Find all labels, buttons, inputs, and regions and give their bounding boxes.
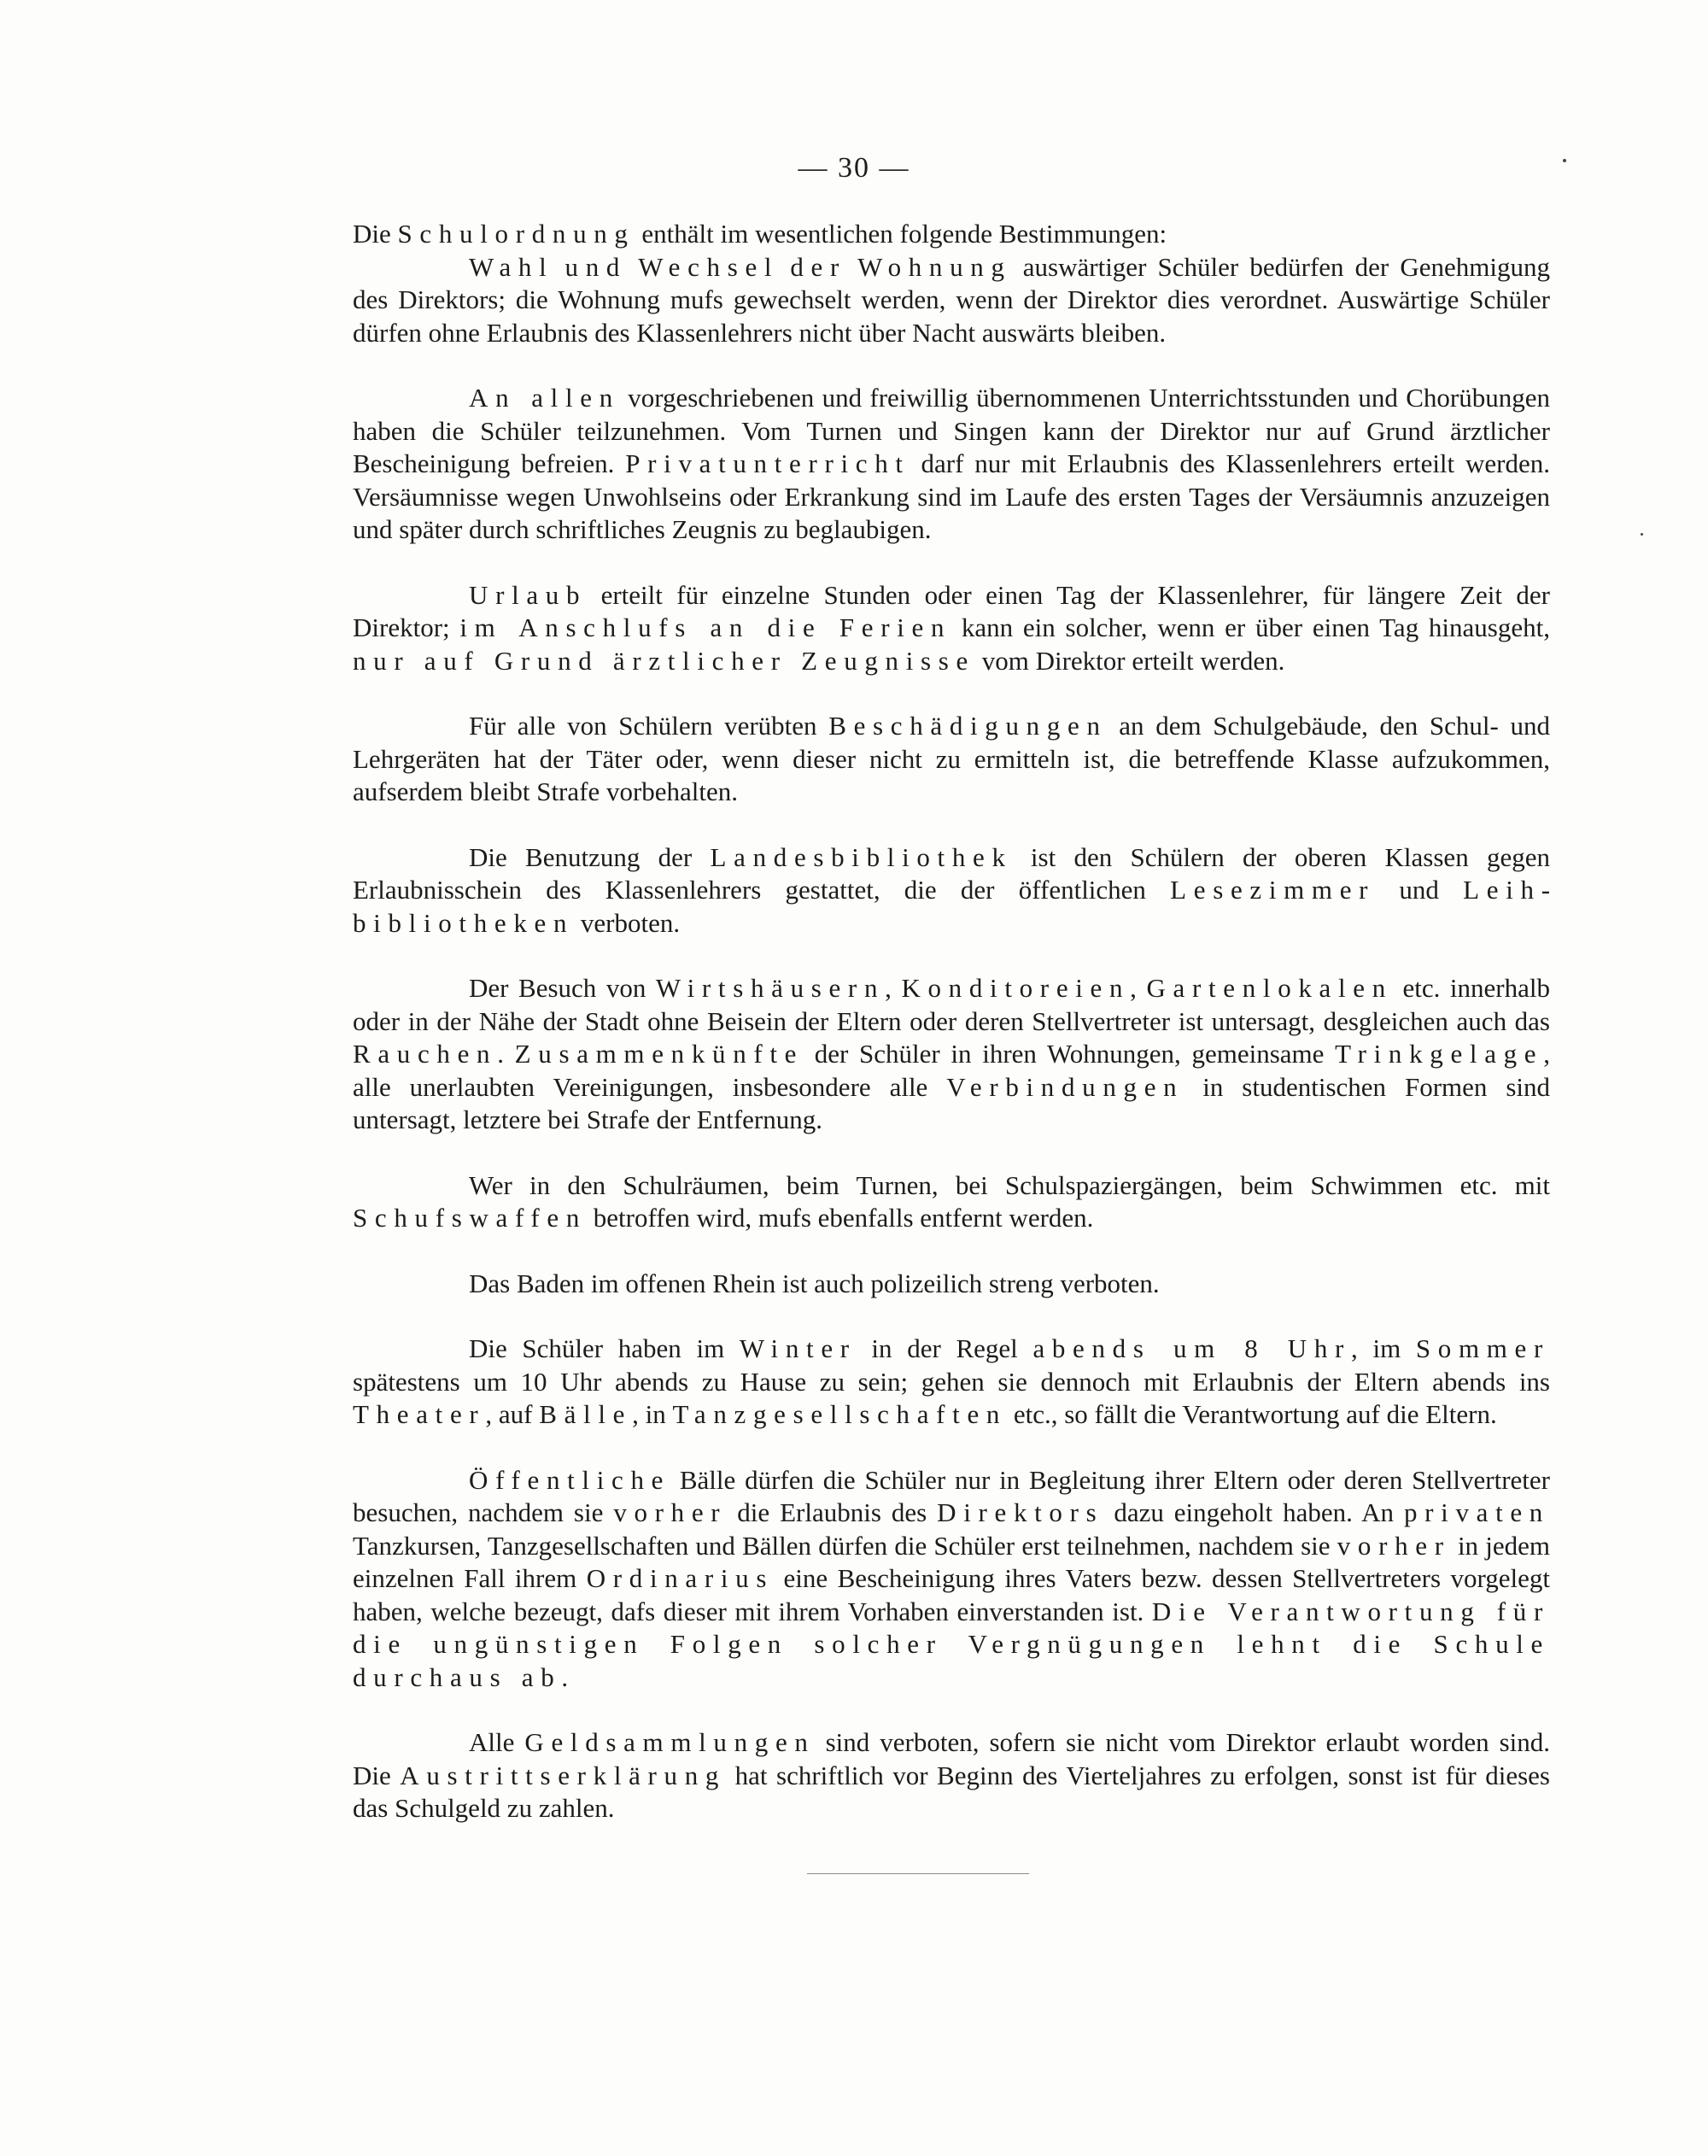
text-run: die Erlaubnis des <box>727 1497 938 1527</box>
spaced-emphasis-text: Wahl <box>469 251 554 282</box>
text-run: und <box>1375 875 1464 905</box>
spaced-emphasis-text: Verbindungen <box>946 1071 1184 1102</box>
text-run: , <box>885 973 902 1003</box>
text-run: an dem Schulgebäude, den Schul- und Lehrgeräten hat der Täter oder, wenn dieser nicht zu ermitteln ist, die betreffende Klasse aufzukommen, aufserdem bleibt Strafe vorbehalten. <box>353 711 1551 806</box>
spaced-emphasis-text: nur auf Grund ärztlicher Zeugnisse <box>353 645 975 676</box>
spaced-emphasis-text: Die Verantwortung für die ungünstigen Folgen solcher Vergnügungen lehnt die Schule durchaus ab. <box>353 1596 1550 1692</box>
spaced-emphasis-text: Leihbibliotheken <box>353 875 1551 938</box>
spaced-emphasis-text: und <box>564 251 628 282</box>
spaced-emphasis-text: Wohnung <box>857 251 1012 282</box>
text-run: Die Benutzung der <box>469 841 711 872</box>
intro-paragraph <box>353 218 1550 251</box>
text-run: verboten. <box>574 907 681 938</box>
text-run <box>846 252 857 282</box>
spaced-emphasis-text: Urlaub <box>469 579 588 610</box>
spaced-emphasis-text: Wechsel <box>638 251 780 282</box>
text-run: , alle unerlaubten Vereinigungen, insbesondere alle <box>353 1039 1550 1102</box>
text-run: Alle <box>469 1727 525 1757</box>
text-run: hat schriftlich vor Beginn des Vierteljahres zu erfolgen, sonst ist für dieses das Schulgeld zu zahlen. <box>353 1760 1550 1823</box>
spaced-emphasis-text: abends um 8 Uhr <box>1032 1333 1352 1363</box>
text-run: Bälle dürfen die Schüler nur in Begleitung ihrer Eltern oder deren Stellvertreter besuchen, nachdem sie <box>353 1464 1550 1527</box>
paragraph <box>353 972 1550 1137</box>
paragraph <box>353 1464 1550 1695</box>
body-text <box>353 218 1550 1858</box>
text-run: in der Regel <box>856 1333 1033 1363</box>
spaced-emphasis-text: An allen <box>469 383 620 413</box>
text-run <box>627 252 638 282</box>
text-run: Der Besuch von <box>469 973 656 1003</box>
text-run: vom Direktor erteilt werden. <box>974 645 1285 676</box>
spaced-emphasis-text: Wirtshäusern <box>655 973 886 1003</box>
text-run: Die Schüler haben im <box>469 1333 740 1363</box>
text-run: darf nur mit Erlaubnis des Klassenlehrers erteilt werden. Versäumnisse wegen Unwohlseins oder Erkrankung sind im Laufe des ersten Tages der Versäumnis anzuzeigen und später durch schriftliches Zeugnis zu beglaubigen. <box>353 448 1550 544</box>
spaced-emphasis-text: Lesezimmer <box>1170 875 1376 905</box>
text-run: erteilt für einzelne Stunden oder einen Tag der Klassenlehrer, für längere Zeit der Direktor; <box>353 579 1550 642</box>
text-run <box>779 252 790 282</box>
text-run: auswärtiger Schüler bedürfen der Genehmigung des Direktors; die Wohnung mufs gewechselt werden, wenn der Direktor dies verordnet. Auswärtige Schüler dürfen ohne Erlaubnis des Klassenlehrers nicht über Nacht auswärts bleiben. <box>353 251 1551 348</box>
spaced-emphasis-text: Beschädigungen <box>828 711 1108 741</box>
text-run: Das Baden im offenen Rhein ist auch polizeilich streng verboten. <box>469 1268 1160 1298</box>
text-run: etc., so fällt die Verantwortung auf die Eltern. <box>1007 1399 1497 1429</box>
spaced-emphasis-text: der <box>790 251 846 282</box>
spaced-emphasis-text: Gartenlokalen <box>1146 973 1393 1003</box>
spaced-emphasis-text: Winter <box>739 1333 857 1363</box>
text-run: , in <box>632 1399 673 1429</box>
print-speck <box>1563 159 1566 162</box>
spaced-emphasis-text: vorher <box>613 1497 728 1527</box>
spaced-emphasis-text: Schufswaffen <box>353 1203 588 1233</box>
spaced-emphasis-text: Privatunterricht <box>625 448 910 478</box>
text-run: betroffen wird, mufs ebenfalls entfernt werden. <box>587 1203 1094 1233</box>
paragraph <box>353 1268 1550 1301</box>
spaced-emphasis-text: Direktors <box>937 1497 1104 1527</box>
spaced-emphasis-text: privaten <box>1403 1497 1550 1527</box>
text-run: in jedem einzelnen Fall ihrem <box>353 1530 1551 1593</box>
text-run: ist den Schülern der oberen Klassen gegen Erlaubnisschein des Klassenlehrers gestattet, die der öffentlichen <box>353 841 1550 905</box>
spaced-emphasis-text: Sommer <box>1415 1333 1550 1363</box>
text-run: spätestens um 10 Uhr abends zu Hause zu sein; gehen sie dennoch mit Erlaubnis der Eltern abends ins <box>353 1366 1550 1397</box>
paragraph <box>353 382 1550 547</box>
paragraph <box>353 710 1550 809</box>
text-run: in studentischen Formen sind untersagt, letztere bei Strafe der Entfernung. <box>353 1071 1550 1134</box>
paragraph <box>353 841 1550 940</box>
paragraph <box>353 1169 1550 1235</box>
text-run: , im <box>1351 1333 1416 1363</box>
text-run: sind verboten, sofern sie nicht vom Direktor erlaubt worden sind. Die <box>353 1727 1551 1790</box>
spaced-emphasis-text: Bälle <box>539 1399 633 1429</box>
text-run: etc. innerhalb oder in der Nähe der Stadt ohne Beisein der Eltern oder deren Stellvertreter ist untersagt, desgleichen auch das <box>353 973 1550 1036</box>
paragraph <box>353 251 1550 350</box>
spaced-emphasis-text: Rauchen <box>353 1039 498 1069</box>
spaced-emphasis-text: Theater <box>353 1399 486 1429</box>
paragraph <box>353 579 1550 678</box>
text-run: , auf <box>485 1399 540 1429</box>
print-speck <box>1641 533 1643 536</box>
text-run: , <box>1130 973 1147 1003</box>
spaced-emphasis-text: im Anschlufs an die Ferien <box>459 612 952 642</box>
text-run: eine Bescheinigung ihres Vaters bezw. dessen Stellvertreters vorgelegt haben, welche bezeugt, dafs dieser mit ihrem Vorhaben einverstanden ist. <box>353 1563 1550 1626</box>
spaced-emphasis-text: Trinkgelage <box>1335 1039 1544 1069</box>
text-run: Für alle von Schülern verübten <box>469 711 829 741</box>
text-run: . <box>497 1039 515 1069</box>
text-run: kann ein solcher, wenn er über einen Tag hinausgeht, <box>951 612 1550 642</box>
paragraph <box>353 1726 1550 1825</box>
spaced-emphasis-text: Geldsammlungen <box>524 1727 816 1757</box>
spaced-emphasis-text: Landesbibliothek <box>710 841 1013 872</box>
spaced-emphasis-text: Öffentliche <box>469 1464 671 1495</box>
text-run: vorgeschriebenen und freiwillig übernommenen Unterrichtsstunden und Chorübungen haben die Schüler teilzunehmen. Vom Turnen und Singen kann der Direktor nur auf Grund ärztlicher Bescheinigung befreien. <box>353 383 1550 478</box>
end-rule <box>807 1873 1029 1874</box>
text-run: dazu eingeholt haben. An <box>1103 1497 1404 1527</box>
text-run <box>553 252 564 282</box>
spaced-emphasis-text: Ordinarius <box>586 1563 775 1593</box>
spaced-emphasis-text: Austrittserklärung <box>400 1760 727 1790</box>
text-run: Die <box>353 219 398 249</box>
text-run: Tanzkursen, Tanzgesellschaften und Bällen dürfen die Schüler erst teilnehmen, nachdem sie <box>353 1530 1337 1561</box>
spaced-emphasis-text: Zusammenkünfte <box>514 1039 804 1069</box>
text-run: der Schüler in ihren Wohnungen, gemeinsame <box>804 1039 1336 1069</box>
spaced-emphasis-text: Schulordnung <box>397 219 635 249</box>
spaced-emphasis-text: vorher <box>1337 1530 1451 1561</box>
spaced-emphasis-text: Tanzgesellschaften <box>672 1399 1008 1429</box>
text-run: enthält im wesentlichen folgende Bestimmungen: <box>635 219 1167 249</box>
text-run: Wer in den Schulräumen, beim Turnen, bei Schulspaziergängen, beim Schwimmen etc. mit <box>469 1169 1550 1200</box>
paragraph <box>353 1333 1550 1432</box>
page-number: — 30 — <box>798 152 910 184</box>
spaced-emphasis-text: Konditoreien <box>901 973 1131 1003</box>
